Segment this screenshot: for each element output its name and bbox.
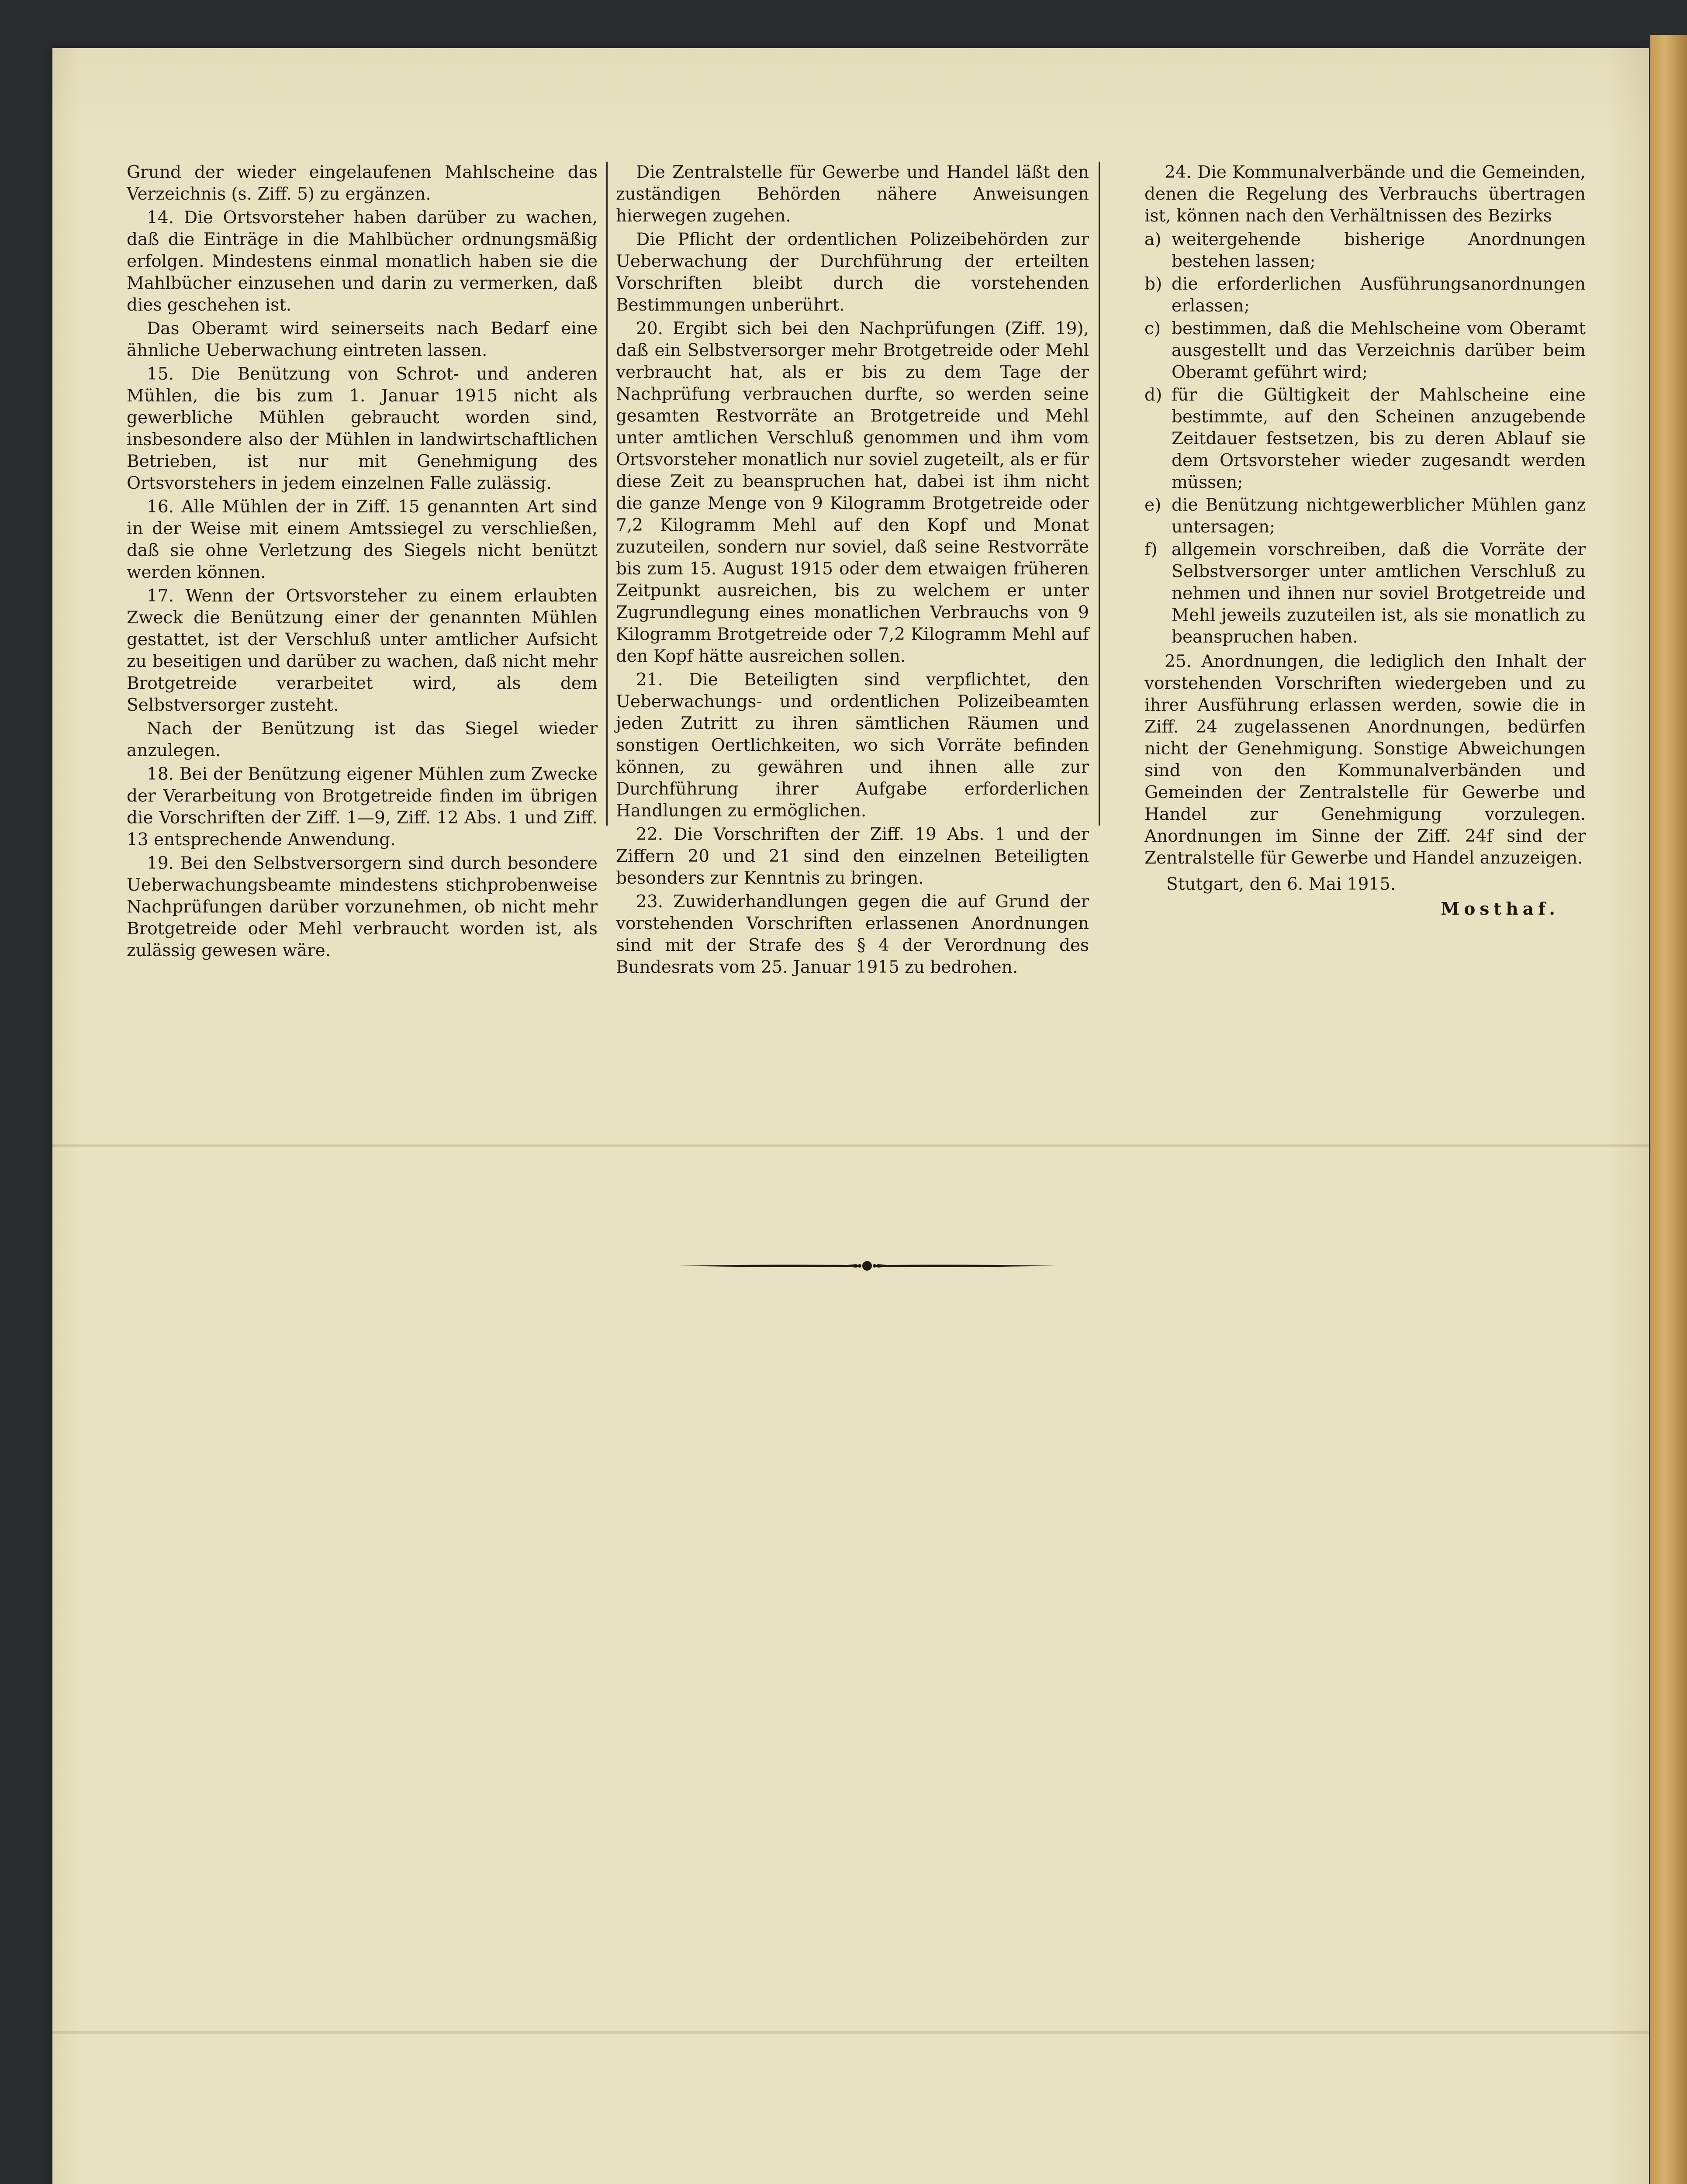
signature: Mosthaf. (1441, 899, 1559, 919)
text-column-right (1144, 162, 1586, 920)
page-fold-lower (52, 2031, 1649, 2034)
paragraph: Das Oberamt wird seinerseits nach Bedarf eine ähnliche Ueberwachung eintreten lassen. (127, 319, 598, 360)
adjacent-page-edge (1650, 35, 1687, 2184)
list-item (1144, 318, 1586, 384)
paragraph-15: 15. Die Benützung von Schrot- und anderen Mühlen, die bis zum 1. Januar 1915 nicht als gewerbliche Mühlen gebraucht worden sind, insbesondere also der Mühlen in landwirtschaftlichen Betrieben, ist nur mit Genehmigung des Ortsvorstehers in jedem einzelnen Falle zulässig. (127, 364, 598, 493)
list-item (1144, 273, 1586, 317)
paragraph-24: 24. Die Kommunalverbände und die Gemeinden, denen die Regelung des Verbrauchs übertragen ist, können nach den Verhältnissen des Bezirks (1144, 162, 1586, 226)
list-label: a) (1144, 230, 1162, 249)
list-label: d) (1144, 385, 1162, 405)
paragraph-17: 17. Wenn der Ortsvorsteher zu einem erlaubten Zweck die Benützung einer der genannten Mühlen gestattet, ist der Verschluß unter amtlicher Aufsicht zu beseitigen und darüber zu wachen, daß nicht mehr Brotgetreide verarbeitet wird, als dem Selbstversorger zusteht. (127, 586, 598, 715)
paragraph: Die Pflicht der ordentlichen Polizeibehörden zur Ueberwachung der Durchführung der erteilten Vorschriften bleibt durch die vorstehenden Bestimmungen unberührt. (616, 230, 1089, 315)
paragraph-14: 14. Die Ortsvorsteher haben darüber zu wachen, daß die Einträge in die Mahlbücher ordnungsmäßig erfolgen. Mindestens einmal monatlich haben sie die Mahlbücher einzusehen und darin zu vermerken, daß dies geschehen ist. (127, 208, 598, 315)
list-label: f) (1144, 540, 1158, 560)
dateline (1144, 874, 1586, 895)
paragraph: Nach der Benützung ist das Siegel wieder anzulegen. (127, 719, 598, 760)
paragraph-25: 25. Anordnungen, die lediglich den Inhalt der vorstehenden Vorschriften wiedergeben und zu ihrer Ausführung erlassen werden, sowie die in Ziff. 24 zugelassenen Anordnungen, bedürfen nicht der Genehmigung. Sonstige Abweichungen sind von den Kommunalverbänden und Gemeinden der Zentralstelle für Gewerbe und Handel zur Genehmigung vorzulegen. Anordnungen im Sinne der Ziff. 24f sind der Zentralstelle für Gewerbe und Handel anzuzeigen. (1144, 652, 1586, 868)
ornament-divider (677, 1257, 1057, 1275)
column-separator (606, 162, 608, 826)
text-column-left (127, 162, 598, 964)
paragraph-18: 18. Bei der Benützung eigener Mühlen zum Zwecke der Verarbeitung von Brotgetreide finden im übrigen die Vorschriften der Ziff. 1—9, Ziff. 12 Abs. 1 und Ziff. 13 entsprechende Anwendung. (127, 764, 598, 850)
date: Stutgart, den 6. Mai 1915. (1166, 874, 1396, 894)
list-text: allgemein vorschreiben, daß die Vorräte der Selbstversorger unter amtlichen Verschluß zu nehmen und ihnen nur soviel Brotgetreide und Mehl jeweils zuzuteilen ist, als sie monatlich zu beanspruchen haben. (1172, 540, 1586, 647)
list-text: weitergehende bisherige Anordnungen bestehen lassen; (1172, 230, 1586, 271)
list-label: c) (1144, 319, 1161, 339)
page-fold (52, 1144, 1649, 1147)
list-item (1144, 229, 1586, 273)
list-text: bestimmen, daß die Mehlscheine vom Oberamt ausgestellt und das Verzeichnis darüber beim Oberamt geführt wird; (1172, 319, 1586, 382)
list-text: die Benützung nichtgewerblicher Mühlen ganz untersagen; (1172, 495, 1586, 537)
list-item (1144, 539, 1586, 648)
list (1144, 229, 1586, 648)
paragraph-19: 19. Bei den Selbstversorgern sind durch besondere Ueberwachungsbeamte mindestens stichprobenweise Nachprüfungen darüber vorzunehmen, ob nicht mehr Brotgetreide oder Mehl verbraucht worden ist, als zulässig gewesen wäre. (127, 854, 598, 961)
list-text: für die Gültigkeit der Mahlscheine eine bestimmte, auf den Scheinen anzugebende Zeitdauer festsetzen, bis zu deren Ablauf sie dem Ortsvorsteher wieder zugesandt werden müssen; (1172, 385, 1586, 492)
list-label: e) (1144, 495, 1162, 515)
list-item (1144, 384, 1586, 494)
list-item (1144, 494, 1586, 538)
list-label: b) (1144, 274, 1162, 294)
paragraph-22: 22. Die Vorschriften der Ziff. 19 Abs. 1 und der Ziffern 20 und 21 sind den einzelnen Beteiligten besonders zur Kenntnis zu bringen. (616, 825, 1089, 888)
paragraph-20: 20. Ergibt sich bei den Nachprüfungen (Ziff. 19), daß ein Selbstversorger mehr Brotgetreide oder Mehl verbraucht hat, als er bis zu dem Tage der Nachprüfung verbrauchen durfte, so werden seine gesamten Restvorräte an Brotgetreide und Mehl unter amtlichen Verschluß genommen und ihm vom Ortsvorsteher monatlich nur soviel zugeteilt, als er für diese Zeit zu beanspruchen hat, dabei ist ihm nicht die ganze Menge von 9 Kilogramm Brotgetreide oder 7,2 Kilogramm Mehl auf den Kopf und Monat zuzuteilen, sondern nur soviel, daß seine Restvorräte bis zum 15. August 1915 oder dem etwaigen früheren Zeitpunkt ausreichen, bis zu welchem er unter Zugrundlegung eines monatlichen Verbrauchs von 9 Kilogramm Brotgetreide oder 7,2 Kilogramm Mehl auf den Kopf hätte ausreichen sollen. (616, 319, 1089, 666)
column-separator (1099, 162, 1100, 826)
paragraph: Die Zentralstelle für Gewerbe und Handel läßt den zuständigen Behörden nähere Anweisungen hierwegen zugehen. (616, 162, 1089, 226)
paragraph-21: 21. Die Beteiligten sind verpflichtet, den Ueberwachungs- und ordentlichen Polizeibeamten jeden Zutritt zu ihren sämtlichen Räumen und sonstigen Oertlichkeiten, wo sich Vorräte befinden können, zu gewähren und ihnen alle zur Durchführung ihrer Aufgabe erforderlichen Handlungen zu ermöglichen. (616, 670, 1089, 821)
paragraph-23: 23. Zuwiderhandlungen gegen die auf Grund der vorstehenden Vorschriften erlassenen Anordnungen sind mit der Strafe des § 4 der Verordnung des Bundesrats vom 25. Januar 1915 zu bedrohen. (616, 892, 1089, 977)
text-column-middle (616, 162, 1089, 980)
paragraph-16: 16. Alle Mühlen der in Ziff. 15 genannten Art sind in der Weise mit einem Amtssiegel zu verschließen, daß sie ohne Verletzung des Siegels nicht benützt werden können. (127, 497, 598, 582)
paragraph: Grund der wieder eingelaufenen Mahlscheine das Verzeichnis (s. Ziff. 5) zu ergänzen. (127, 162, 598, 204)
list-text: die erforderlichen Ausführungsanordnungen erlassen; (1172, 274, 1586, 316)
